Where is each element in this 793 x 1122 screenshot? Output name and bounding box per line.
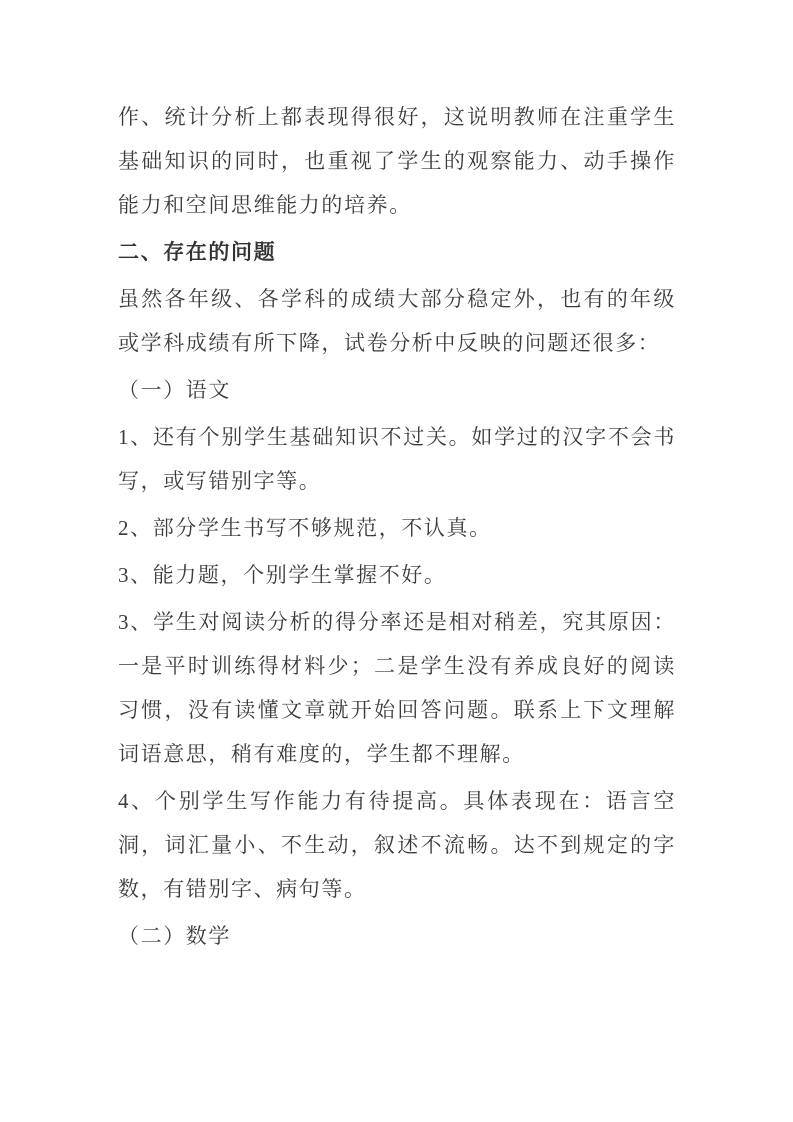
subsection-heading-chinese: （一）语文: [118, 378, 231, 402]
list-item-1: 1、还有个别学生基础知识不过关。如学过的汉字不会书写，或写错别字等。: [118, 425, 676, 493]
page-content: [118, 95, 676, 961]
subsection-heading-math: （二）数学: [118, 924, 231, 948]
paragraph-overview: 虽然各年级、各学科的成绩大部分稳定外，也有的年级或学科成绩有所下降，试卷分析中反映的问题还很多：: [118, 287, 676, 355]
paragraph-continued: 作、统计分析上都表现得很好，这说明教师在注重学生基础知识的同时，也重视了学生的观察能力、动手操作能力和空间思维能力的培养。: [118, 105, 676, 217]
list-item-3b: 3、学生对阅读分析的得分率还是相对稍差，究其原因：一是平时训练得材料少；二是学生没有养成良好的阅读习惯，没有读懂文章就开始回答问题。联系上下文理解词语意思，稍有难度的，学生都不理解。: [118, 610, 676, 766]
list-item-2: 2、部分学生书写不够规范，不认真。: [118, 516, 492, 540]
list-item-3: 3、能力题，个别学生掌握不好。: [118, 563, 447, 587]
list-item-4: 4、个别学生写作能力有待提高。具体表现在：语言空洞，词汇量小、不生动，叙述不流畅。达不到规定的字数，有错别字、病句等。: [118, 789, 676, 901]
section-heading-problems: 二、存在的问题: [118, 240, 277, 264]
